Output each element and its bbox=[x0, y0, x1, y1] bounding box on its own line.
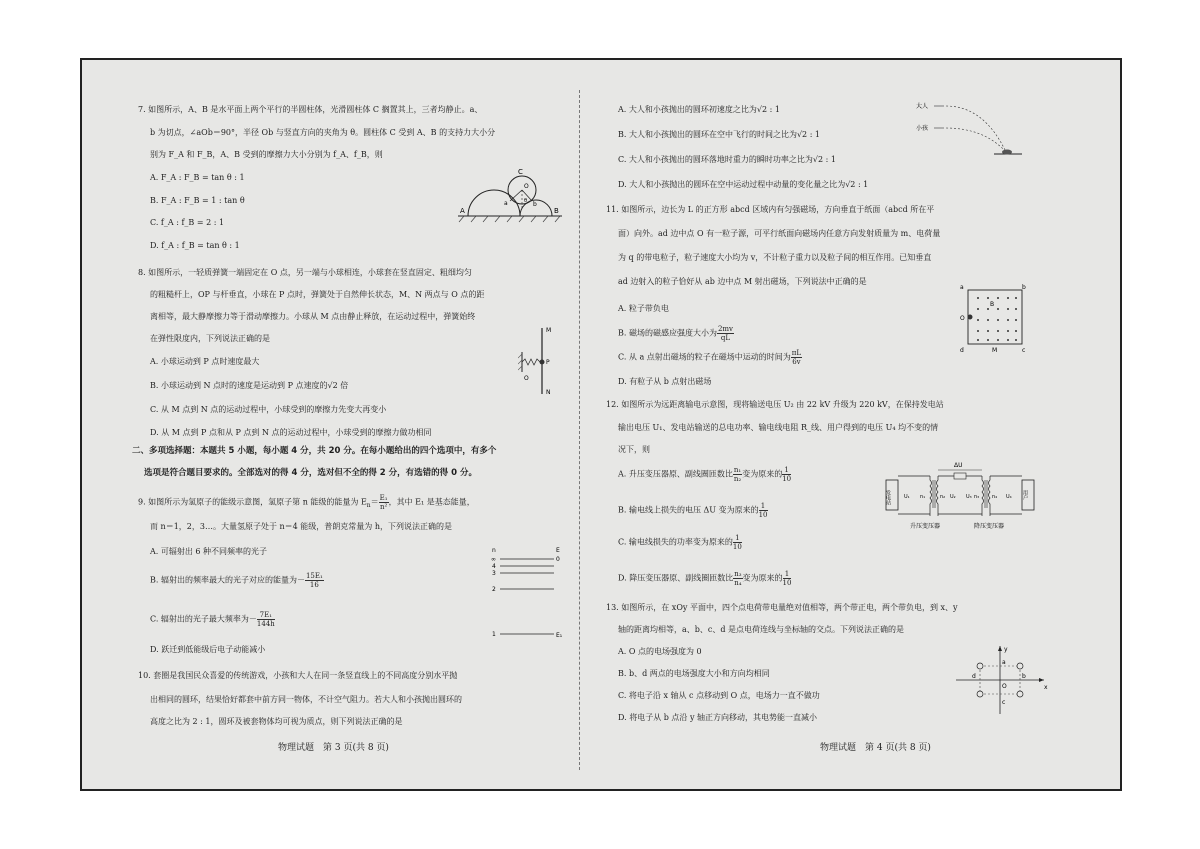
q11-option-a: A. 粒子带负电 bbox=[618, 304, 669, 313]
q12-option-d-text-2: 变为原来的 bbox=[742, 573, 783, 583]
q9-option-d: D. 跃迁到低能级后电子动能减小 bbox=[150, 645, 266, 654]
q12-option-d bbox=[618, 570, 791, 587]
section-2-line-1: 二、多项选择题：本题共 5 小题，每小题 4 分，共 20 分。在每小题给出的四个选项中，有多个 bbox=[132, 446, 497, 456]
q12-label-u4: U₄ bbox=[1006, 494, 1012, 500]
q7-option-b: B. F_A : F_B = 1 : tan θ bbox=[150, 196, 245, 205]
q7-line-1: 7. 如图所示，A、B 是水平面上两个平行的半圆柱体，光滑圆柱体 C 搁置其上，三者均静止。a、 bbox=[138, 105, 483, 114]
q12-option-d-fraction bbox=[783, 570, 792, 587]
q13-option-b: B. b、d 两点的电场强度大小和方向均相同 bbox=[618, 669, 770, 678]
q12-label-n2: n₂ bbox=[940, 494, 946, 500]
q11-label-a: a bbox=[960, 284, 964, 291]
q12-a-num: n₁ bbox=[733, 466, 742, 474]
q13-label-c: c bbox=[1002, 699, 1006, 706]
q11-label-field-b: B bbox=[990, 301, 995, 308]
q8-option-d: D. 从 M 点到 P 点和从 P 点到 N 点的运动过程中，小球受到的摩擦力做功相同 bbox=[150, 428, 432, 437]
q12-line-3: 况下，则 bbox=[618, 445, 650, 454]
q9-option-a: A. 可辐射出 6 种不同频率的光子 bbox=[150, 547, 268, 556]
q8-line-1: 8. 如图所示，一轻质弹簧一端固定在 O 点，另一端与小球相连，小球套在竖直固定、粗细均匀 bbox=[138, 268, 472, 277]
q9-line-2: 而 n＝1，2，3…。大量氢原子处于 n＝4 能级，普朗克常量为 h，下列说法正确的是 bbox=[150, 522, 452, 531]
q11-line-2: 面）向外。ad 边中点 O 有一粒子源，可平行纸面向磁场内任意方向发射质量为 m、电荷量 bbox=[618, 229, 941, 238]
q9-label-n2: 2 bbox=[492, 586, 496, 593]
q13-label-d: d bbox=[972, 673, 976, 680]
q7-label-a: A bbox=[460, 207, 465, 215]
left-footer: 物理试题 第 3 页(共 8 页) bbox=[278, 743, 389, 753]
right-footer: 物理试题 第 4 页(共 8 页) bbox=[820, 743, 931, 753]
q7-option-a: A. F_A : F_B = tan θ : 1 bbox=[150, 173, 245, 182]
q9-label-e: E bbox=[556, 547, 560, 554]
q10-line-2: 出相同的圆环，结果恰好都套中前方同一物体，不计空气阻力。若大人和小孩抛出圆环的 bbox=[150, 695, 462, 704]
q11-label-d: d bbox=[960, 347, 964, 354]
q9-option-c-fraction bbox=[257, 611, 275, 628]
q12-option-a-fraction bbox=[782, 466, 791, 483]
q12-c-den: 10 bbox=[732, 543, 742, 551]
q7-label-b: B bbox=[554, 207, 559, 215]
q11-b-num: 2mv bbox=[717, 325, 734, 333]
q8-line-4: 在弹性限度内，下列说法正确的是 bbox=[150, 334, 270, 343]
q7-line-3: 别为 F_A 和 F_B，A、B 受到的摩擦力大小分别为 f_A、f_B，则 bbox=[150, 150, 383, 159]
q12-option-b bbox=[618, 502, 768, 519]
q12-a2-den: 10 bbox=[782, 475, 792, 483]
q7-label-b-point: b bbox=[533, 201, 537, 208]
q12-label-u2: U₂ bbox=[950, 494, 956, 500]
q9-option-c bbox=[150, 611, 275, 628]
q12-label-step-down: 降压变压器 bbox=[974, 523, 1005, 530]
q11-option-d: D. 有粒子从 b 点射出磁场 bbox=[618, 377, 712, 386]
q9-label-n: n bbox=[492, 547, 496, 554]
q12-d2-den: 10 bbox=[782, 579, 792, 587]
q9-c-num: 7E₁ bbox=[257, 611, 275, 620]
q9-label-n3: 3 bbox=[492, 570, 496, 577]
q11-option-b-text: B. 磁场的磁感应强度大小为 bbox=[618, 328, 717, 338]
q7-label-c: C bbox=[518, 168, 523, 176]
right-page bbox=[604, 60, 1114, 789]
q10-line-3: 高度之比为 2 : 1，圆环及被套物体均可视为质点，则下列说法正确的是 bbox=[150, 717, 403, 726]
q10-figure bbox=[914, 98, 1024, 164]
q7-option-d: D. f_A : f_B = tan θ : 1 bbox=[150, 241, 240, 250]
q12-label-user: 用户 bbox=[1022, 490, 1028, 500]
q8-line-2: 的粗糙杆上，OP 与杆垂直，小球在 P 点时，弹簧处于自然伸长状态，M、N 两点与 O 点的距 bbox=[150, 290, 485, 299]
q10-label-child: 小孩 bbox=[916, 125, 929, 132]
q9-c-den: 144h bbox=[256, 620, 275, 628]
q8-line-3: 离相等，最大静摩擦力等于滑动摩擦力。小球从 M 点由静止释放，在运动过程中，弹簧始终 bbox=[150, 312, 476, 321]
q13-option-d: D. 将电子从 b 点沿 y 轴正方向移动，其电势能一直减小 bbox=[618, 713, 818, 722]
q12-label-u1: U₁ bbox=[904, 494, 910, 500]
q9-option-b bbox=[150, 572, 324, 589]
q12-d-num: n₃ bbox=[734, 570, 742, 578]
q11-label-o: O bbox=[960, 315, 965, 322]
q9-label-n4: 4 bbox=[492, 563, 496, 570]
q12-transmission-figure bbox=[882, 458, 1042, 532]
q12-label-du: ΔU bbox=[954, 462, 963, 469]
q9-energy-level-figure bbox=[488, 544, 568, 646]
q12-label-plant: 发电站 bbox=[885, 490, 891, 505]
q11-b-den: qL bbox=[720, 334, 731, 342]
q12-a-den: n₂ bbox=[733, 475, 742, 483]
q11-option-c-text: C. 从 a 点射出磁场的粒子在磁场中运动的时间为 bbox=[618, 352, 791, 362]
q8-option-c: C. 从 M 点到 N 点的运动过程中，小球受到的摩擦力先变大再变小 bbox=[150, 405, 387, 414]
q9-energy-fraction bbox=[379, 494, 389, 511]
q7-option-c: C. f_A : f_B = 2 : 1 bbox=[150, 218, 225, 227]
q12-option-a-text-2: 变为原来的 bbox=[742, 469, 783, 479]
q12-c-num: 1 bbox=[733, 534, 742, 543]
q12-option-a-text: A. 升压变压器原、副线圈匝数比 bbox=[618, 469, 733, 479]
q12-label-n4: n₄ bbox=[992, 494, 998, 500]
left-page bbox=[82, 60, 582, 789]
q7-label-o: O bbox=[524, 183, 529, 190]
q12-label-u3: U₃ bbox=[966, 494, 972, 500]
q12-option-d-ratio bbox=[733, 570, 742, 587]
q13-label-y: y bbox=[1004, 646, 1008, 653]
q13-label-b: b bbox=[1022, 673, 1026, 680]
q11-option-b-fraction bbox=[717, 325, 734, 342]
q11-figure bbox=[958, 282, 1028, 354]
q12-label-step-up: 升压变压器 bbox=[910, 523, 941, 530]
q11-c-den: 6v bbox=[792, 358, 801, 366]
q8-option-a: A. 小球运动到 P 点时速度最大 bbox=[150, 357, 260, 366]
q11-label-c: c bbox=[1022, 347, 1026, 354]
q12-label-n3: n₃ bbox=[974, 494, 980, 500]
q8-label-p: P bbox=[546, 359, 550, 366]
section-2-line-2: 选项是符合题目要求的。全部选对的得 4 分，选对但不全的得 2 分，有选错的得 0 分。 bbox=[144, 468, 478, 478]
q10-option-a: A. 大人和小孩抛出的圆环初速度之比为√2 : 1 bbox=[618, 105, 780, 114]
exam-sheet bbox=[80, 58, 1122, 791]
q12-option-b-fraction bbox=[759, 502, 768, 519]
q12-d-den: n₄ bbox=[734, 579, 742, 587]
q10-line-1: 10. 套圈是我国民众喜爱的传统游戏，小孩和大人在同一条竖直线上的不同高度分别水平抛 bbox=[138, 671, 458, 680]
q8-figure bbox=[518, 322, 564, 400]
q11-line-1: 11. 如图所示，边长为 L 的正方形 abcd 区域内有匀强磁场，方向垂直于纸面（abcd 所在平 bbox=[606, 205, 935, 214]
q9-eq-den: n² bbox=[379, 503, 388, 511]
q12-a2-num: 1 bbox=[782, 466, 791, 475]
q10-label-adult: 大人 bbox=[916, 103, 929, 110]
q12-d2-num: 1 bbox=[783, 570, 792, 579]
q13-line-2: 轴的距离均相等，a、b、c、d 是点电荷连线与坐标轴的交点。下列说法正确的是 bbox=[618, 625, 905, 634]
q13-option-c: C. 将电子沿 x 轴从 c 点移动到 O 点，电场力一直不做功 bbox=[618, 691, 820, 700]
q12-option-a-ratio bbox=[733, 466, 742, 483]
q8-label-n: N bbox=[546, 389, 551, 396]
q12-b-num: 1 bbox=[759, 502, 768, 511]
q9-label-e1: E₁ bbox=[556, 632, 563, 639]
q7-label-theta: θ bbox=[524, 198, 528, 204]
q8-label-o: O bbox=[524, 375, 529, 382]
q13-line-1: 13. 如图所示，在 xOy 平面中，四个点电荷带电量绝对值相等，两个带正电，两个带负电，到 x、y bbox=[606, 603, 958, 612]
q11-option-c bbox=[618, 349, 802, 366]
q9-label-n1: 1 bbox=[492, 631, 496, 638]
q11-option-c-fraction bbox=[791, 349, 802, 366]
q11-c-num: πL bbox=[791, 349, 802, 357]
q8-label-m: M bbox=[546, 327, 552, 334]
q10-option-c: C. 大人和小孩抛出的圆环落地时重力的瞬时功率之比为√2 : 1 bbox=[618, 155, 836, 164]
q9-line-1b: ，其中 E₁ 是基态能量， bbox=[388, 497, 475, 507]
q9-line-1: 9. 如图所示为氢原子的能级示意图，氢原子第 n 能级的能量为 $E_n=$ $\frac{\text{E₁}}{\text{n²}}$ ，其中 E₁ 是基态能量， bbox=[138, 494, 475, 511]
q13-label-a: a bbox=[1002, 659, 1006, 666]
q9-label-inf: ∞ bbox=[491, 556, 496, 563]
q7-figure bbox=[454, 164, 566, 224]
q12-option-c-fraction bbox=[733, 534, 742, 551]
q12-option-d-text: D. 降压变压器原、副线圈匝数比 bbox=[618, 573, 734, 583]
q9-option-b-fraction bbox=[305, 572, 324, 589]
q11-label-m: M bbox=[992, 347, 998, 354]
q12-label-n1: n₁ bbox=[920, 494, 926, 500]
q11-field-dots bbox=[977, 297, 1017, 341]
page-divider bbox=[579, 90, 581, 770]
q9-label-zero: 0 bbox=[556, 556, 560, 563]
q12-option-c-text: C. 输电线损失的功率变为原来的 bbox=[618, 537, 733, 547]
q12-b-den: 10 bbox=[758, 511, 768, 519]
q9-b-num: 15E₁ bbox=[305, 572, 323, 580]
q9-line-1a: 9. 如图所示为氢原子的能级示意图，氢原子第 n 能级的能量为 E bbox=[138, 497, 367, 507]
q10-option-d: D. 大人和小孩抛出的圆环在空中运动过程中动量的变化量之比为√2 : 1 bbox=[618, 180, 869, 189]
q12-line-1: 12. 如图所示为远距离输电示意图，现将输送电压 U₂ 由 22 kV 升级为 220 kV，在保持发电站 bbox=[606, 400, 944, 409]
q13-figure bbox=[952, 642, 1048, 718]
q11-line-4: ad 边射入的粒子恰好从 ab 边中点 M 射出磁场，下列说法中正确的是 bbox=[618, 277, 867, 286]
q11-label-b: b bbox=[1022, 284, 1026, 291]
q7-label-a-point: a bbox=[504, 200, 508, 207]
q11-line-3: 为 q 的带电粒子，粒子速度大小均为 v，不计粒子重力以及粒子间的相互作用。已知垂直 bbox=[618, 253, 932, 262]
q13-option-a: A. O 点的电场强度为 0 bbox=[618, 647, 702, 656]
q12-line-2: 输出电压 U₁、发电站输送的总电功率、输电线电阻 R_线、用户得到的电压 U₄ 均不变的情 bbox=[618, 423, 939, 432]
q7-line-2: b 为切点，∠aOb＝90°，半径 Ob 与竖直方向的夹角为 θ。圆柱体 C 受到 A、B 的支持力大小分 bbox=[150, 128, 496, 137]
q10-option-b: B. 大人和小孩抛出的圆环在空中飞行的时间之比为√2 : 1 bbox=[618, 130, 821, 139]
q13-label-o: O bbox=[1002, 683, 1007, 690]
q12-option-c bbox=[618, 534, 742, 551]
q9-eq-num: E₁ bbox=[379, 494, 388, 502]
q9-option-b-text: B. 辐射出的频率最大的光子对应的能量为－ bbox=[150, 575, 305, 585]
q8-option-b: B. 小球运动到 N 点时的速度是运动到 P 点速度的√2 倍 bbox=[150, 381, 349, 390]
q9-b-den: 16 bbox=[309, 581, 319, 589]
q9-option-c-text: C. 辐射出的光子最大频率为－ bbox=[150, 614, 257, 624]
q12-option-b-text: B. 输电线上损失的电压 ΔU 变为原来的 bbox=[618, 505, 759, 515]
q11-option-b bbox=[618, 325, 734, 342]
q12-option-a bbox=[618, 466, 791, 483]
q13-label-x: x bbox=[1044, 684, 1048, 691]
